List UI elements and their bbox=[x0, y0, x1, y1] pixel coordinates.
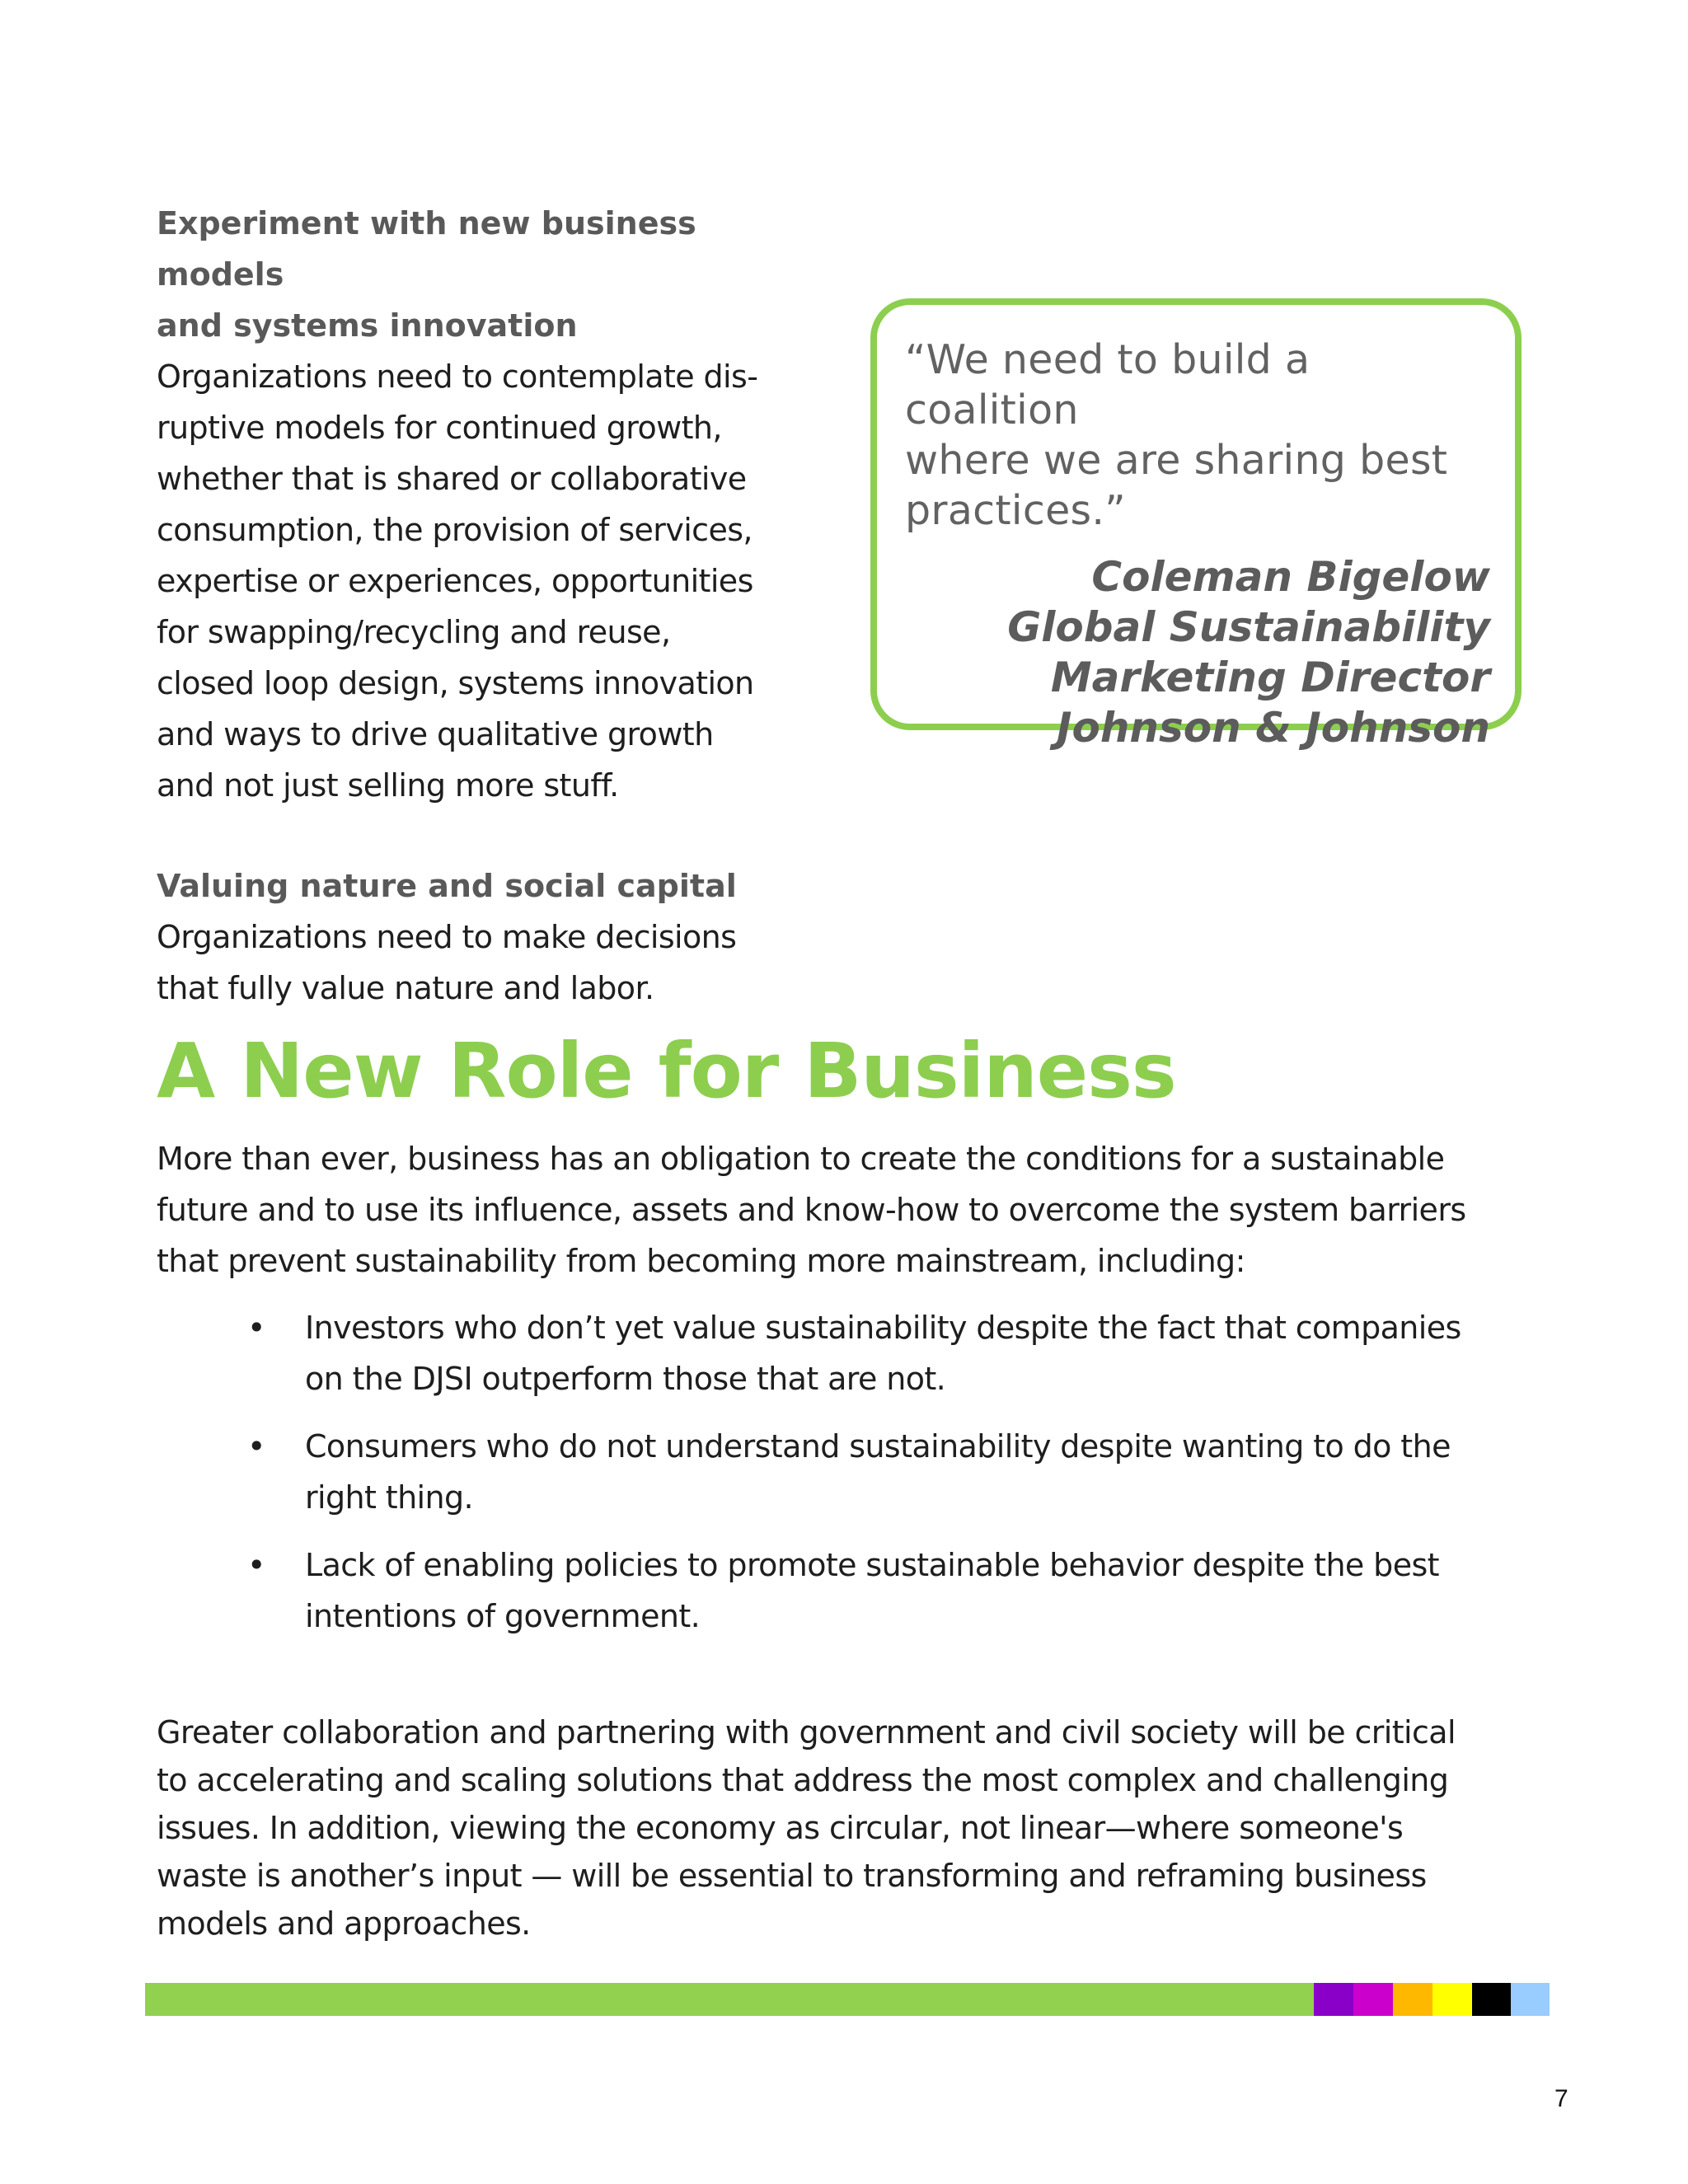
body-line: for swapping/recycling and reuse, bbox=[157, 614, 671, 650]
footer-color-bar bbox=[145, 1983, 1550, 2016]
quote-line: where we are sharing best bbox=[905, 437, 1448, 484]
quote-attribution bbox=[905, 552, 1490, 753]
body-line: consumption, the provision of services, bbox=[157, 512, 753, 548]
body-line: issues. In addition, viewing the economy as circular, not linear—where someone's bbox=[157, 1810, 1404, 1846]
body-line: that fully value nature and labor. bbox=[157, 970, 654, 1006]
list-item-text bbox=[305, 1302, 1566, 1404]
section-heading-valuing-nature: Valuing nature and social capital bbox=[157, 868, 737, 904]
list-line: right thing. bbox=[305, 1479, 473, 1516]
list-item bbox=[247, 1302, 1566, 1404]
body-line: and not just selling more stuff. bbox=[157, 767, 619, 804]
bullet-icon: • bbox=[247, 1428, 266, 1465]
list-item-text bbox=[305, 1540, 1566, 1642]
attribution-name: Coleman Bigelow bbox=[1091, 553, 1490, 601]
section-title: A New Role for Business bbox=[157, 1027, 1176, 1115]
section-body-valuing-nature bbox=[157, 912, 816, 1014]
intro-paragraph bbox=[157, 1133, 1558, 1286]
body-line: closed loop design, systems innovation bbox=[157, 665, 754, 701]
bullet-icon: • bbox=[247, 1310, 266, 1346]
color-bar-segment bbox=[145, 1983, 1314, 2016]
color-bar-segment bbox=[1511, 1983, 1550, 2016]
color-bar-segment bbox=[1314, 1983, 1353, 2016]
section-body-business-models bbox=[157, 351, 816, 811]
quote-line: practices.” bbox=[905, 487, 1126, 534]
left-column bbox=[157, 198, 816, 1014]
list-line: Lack of enabling policies to promote sustainable behavior despite the best bbox=[305, 1547, 1439, 1583]
body-line: and ways to drive qualitative growth bbox=[157, 716, 714, 752]
list-item bbox=[247, 1540, 1566, 1642]
color-bar-segment bbox=[1472, 1983, 1511, 2016]
color-bar-segment bbox=[1353, 1983, 1393, 2016]
body-line: Organizations need to contemplate dis- bbox=[157, 359, 758, 395]
quote-line: “We need to build a coalition bbox=[905, 336, 1311, 434]
page-number: 7 bbox=[1554, 2085, 1568, 2112]
list-line: Investors who don’t yet value sustainability despite the fact that companies bbox=[305, 1310, 1461, 1346]
attribution-title: Marketing Director bbox=[1050, 654, 1490, 701]
body-line: ruptive models for continued growth, bbox=[157, 410, 722, 446]
quote-text bbox=[905, 335, 1490, 536]
quote-callout bbox=[870, 298, 1522, 752]
body-line: whether that is shared or collaborative bbox=[157, 461, 747, 497]
body-line: Organizations need to make decisions bbox=[157, 919, 737, 955]
list-line: Consumers who do not understand sustainability despite wanting to do the bbox=[305, 1428, 1451, 1465]
body-line: models and approaches. bbox=[157, 1905, 531, 1942]
bullet-icon: • bbox=[247, 1547, 266, 1583]
list-item bbox=[247, 1421, 1566, 1523]
body-line: to accelerating and scaling solutions that address the most complex and challenging bbox=[157, 1762, 1449, 1798]
color-bar-segment bbox=[1432, 1983, 1472, 2016]
body-line: Greater collaboration and partnering with government and civil society will be critical bbox=[157, 1714, 1456, 1750]
body-line: that prevent sustainability from becoming more mainstream, including: bbox=[157, 1243, 1245, 1279]
heading-line-1: Experiment with new business models bbox=[157, 205, 696, 293]
heading-line-2: and systems innovation bbox=[157, 307, 578, 344]
body-line: waste is another’s input — will be essential to transforming and reframing business bbox=[157, 1858, 1427, 1894]
list-item-text bbox=[305, 1421, 1566, 1523]
attribution-company: Johnson & Johnson bbox=[1056, 704, 1490, 752]
body-line: future and to use its influence, assets and know-how to overcome the system barriers bbox=[157, 1192, 1466, 1228]
barrier-list bbox=[247, 1302, 1566, 1658]
body-line: More than ever, business has an obligation to create the conditions for a sustainable bbox=[157, 1141, 1445, 1177]
closing-paragraph bbox=[157, 1708, 1558, 1947]
list-line: on the DJSI outperform those that are not. bbox=[305, 1361, 946, 1397]
attribution-title: Global Sustainability bbox=[1007, 603, 1490, 651]
section-heading-business-models bbox=[157, 198, 816, 351]
list-line: intentions of government. bbox=[305, 1598, 701, 1634]
color-bar-segment bbox=[1393, 1983, 1432, 2016]
body-line: expertise or experiences, opportunities bbox=[157, 563, 753, 599]
